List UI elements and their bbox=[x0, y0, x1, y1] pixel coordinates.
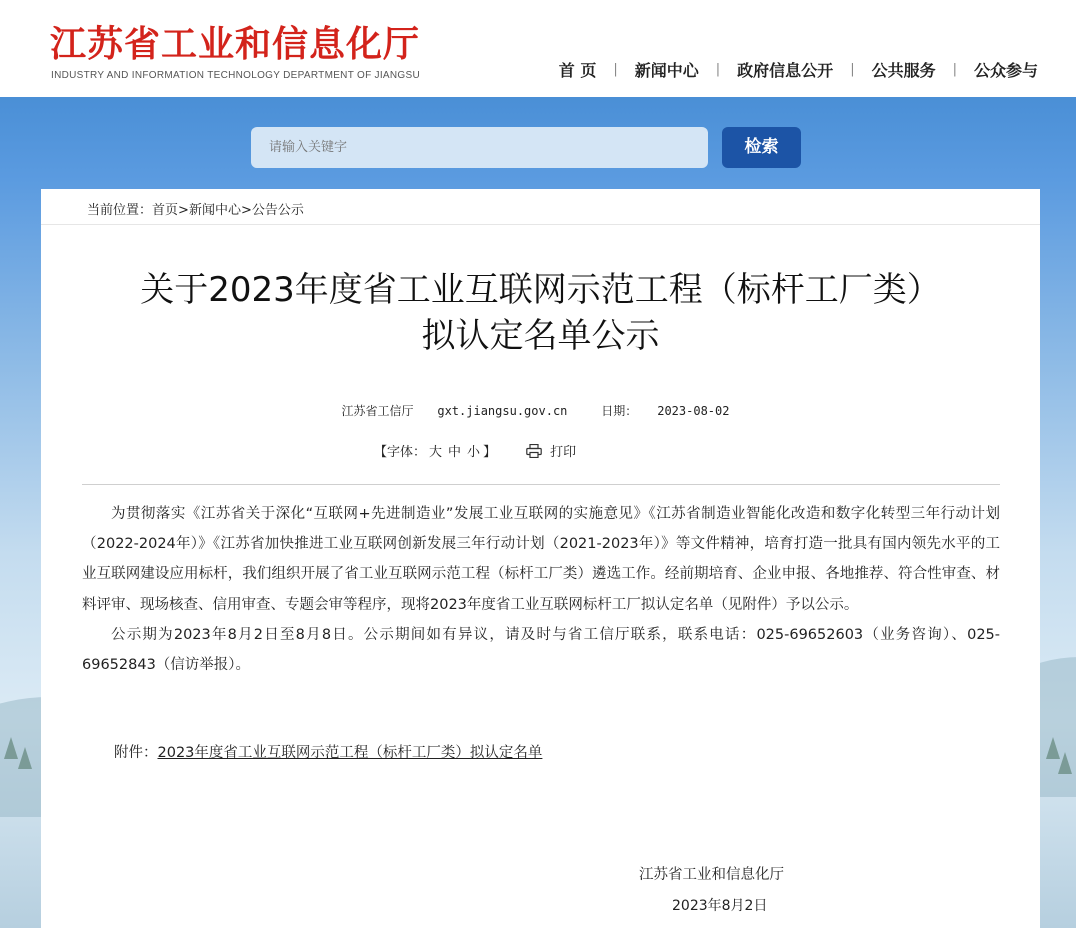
site-logo[interactable]: 江苏省工业和信息化厅 bbox=[50, 23, 421, 65]
breadcrumb-separator: > bbox=[178, 203, 189, 218]
article-paragraph: 为贯彻落实《江苏省关于深化“互联网+先进制造业”发展工业互联网的实施意见》《江苏省制造业智能化改造和数字化转型三年行动计划（2022-2024年）》《江苏省加快推进工业互联网创新发展三年行动计划（2021-2023年）》等文件精神，培育打造一批具有国内领先水平的工业互联网建设应用标杆，我们组织开展了省工业互联网示范工程（标杆工厂类）遴选工作。经前期培育、企业申报、各地推荐、符合性审查、材料评审、现场核查、信用审查、专题会审等程序，现将2023年度省工业互联网标杆工厂拟认定名单（见附件）予以公示。 bbox=[82, 506, 1000, 613]
site-logo-english: INDUSTRY AND INFORMATION TECHNOLOGY DEPARTMENT OF JIANGSU bbox=[51, 70, 420, 81]
article-paragraph: 公示期为2023年8月2日至8月8日。公示期间如有异议，请及时与省工信厅联系，联系电话：025-69652603（业务咨询）、025-69652843（信访举报）。 bbox=[82, 626, 1000, 674]
nav-gov-info[interactable]: 政府信息公开 bbox=[737, 61, 834, 80]
article-meta bbox=[41, 402, 1040, 419]
breadcrumb-home[interactable]: 首页 bbox=[152, 203, 179, 218]
font-size-close: 】 bbox=[483, 445, 497, 460]
article-title-line-1: 关于2023年度省工业互联网示范工程（标杆工厂类） bbox=[140, 270, 941, 310]
attachment-label: 附件： bbox=[114, 745, 158, 761]
signature-date: 2023年8月2日 bbox=[672, 898, 768, 914]
breadcrumb-divider bbox=[41, 224, 1040, 225]
search-button[interactable]: 检索 bbox=[722, 127, 801, 168]
nav-home[interactable]: 首 页 bbox=[558, 61, 597, 80]
printer-icon bbox=[526, 444, 542, 458]
nav-news-center[interactable]: 新闻中心 bbox=[634, 61, 699, 80]
article-source: 江苏省工信厅 bbox=[341, 404, 414, 418]
main-nav bbox=[559, 58, 1038, 81]
search-input[interactable] bbox=[251, 127, 708, 168]
nav-separator: | bbox=[715, 62, 721, 77]
nav-separator: | bbox=[613, 62, 618, 77]
print-label: 打印 bbox=[550, 445, 577, 460]
attachment-row bbox=[114, 741, 542, 762]
article-body bbox=[82, 499, 1000, 680]
attachment-link[interactable]: 2023年度省工业互联网示范工程（标杆工厂类）拟认定名单 bbox=[157, 745, 543, 761]
signature-organization: 江苏省工业和信息化厅 bbox=[639, 867, 784, 883]
article-tools bbox=[374, 441, 576, 460]
font-size-small[interactable]: 小 bbox=[467, 445, 481, 460]
font-size-open: 【字体： bbox=[374, 445, 427, 460]
scenery-tree bbox=[1058, 752, 1072, 774]
scenery-tree bbox=[18, 747, 32, 769]
breadcrumb-news-center[interactable]: 新闻中心 bbox=[188, 203, 241, 218]
article-panel bbox=[41, 189, 1040, 928]
site-header bbox=[0, 0, 1076, 97]
article-date-label: 日期： bbox=[601, 404, 638, 418]
nav-public-service[interactable]: 公共服务 bbox=[871, 61, 936, 80]
breadcrumb-prefix: 当前位置： bbox=[87, 203, 153, 218]
breadcrumb bbox=[87, 199, 304, 218]
scenery-tree bbox=[4, 737, 18, 759]
content-divider bbox=[82, 484, 1000, 485]
article-title-line-2: 拟认定名单公示 bbox=[421, 316, 660, 356]
article-date: 2023-08-02 bbox=[657, 404, 730, 418]
breadcrumb-announcements[interactable]: 公告公示 bbox=[251, 203, 304, 218]
font-size-large[interactable]: 大 bbox=[429, 445, 443, 460]
nav-separator: | bbox=[850, 62, 855, 77]
nav-public-participation[interactable]: 公众参与 bbox=[973, 61, 1038, 80]
article-title bbox=[41, 267, 1040, 359]
article-site: gxt.jiangsu.gov.cn bbox=[437, 404, 568, 418]
font-size-medium[interactable]: 中 bbox=[448, 445, 462, 460]
nav-separator: | bbox=[952, 62, 957, 77]
breadcrumb-separator: > bbox=[240, 203, 252, 218]
print-button[interactable] bbox=[526, 441, 576, 460]
